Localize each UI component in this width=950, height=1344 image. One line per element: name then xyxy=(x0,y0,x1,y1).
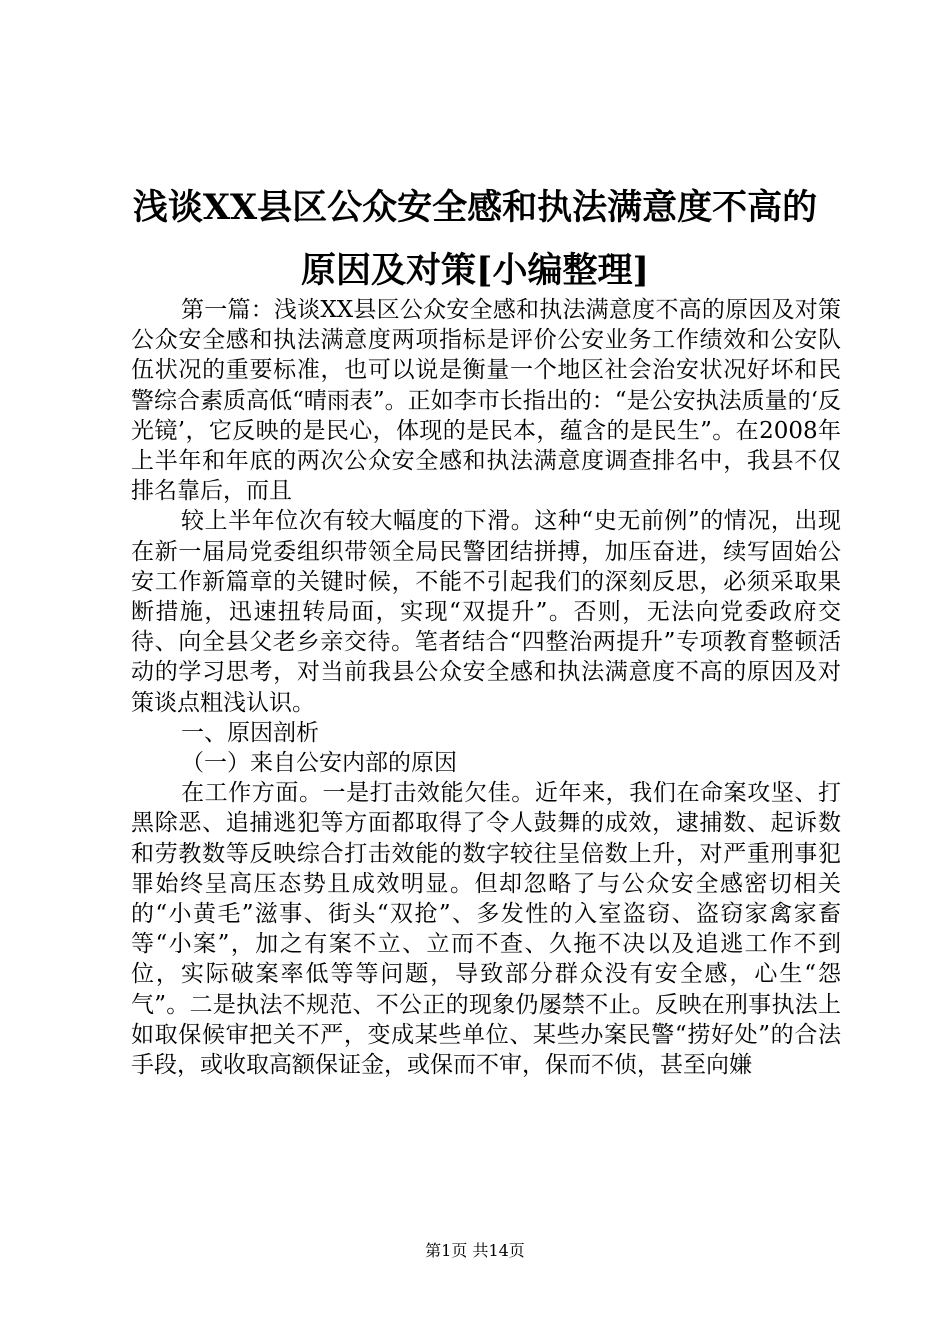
document-title-line-2: 原因及对策[小编整理] xyxy=(300,250,650,291)
paragraph-work-aspects: 在工作方面。一是打击效能欠佳。近年来，我们在命案攻坚、打黑除恶、追捕逃犯等方面都取得了令人鼓舞的成效，逮捕数、起诉数和劳教数等反映综合打击效能的数字较往呈倍数上升，对严重刑事犯罪始终呈高压态势且成效明显。但却忽略了与公众安全感密切相关的“小黄毛”滋事、街头“双抢”、多发性的入室盗窃、盗窃家禽家畜等“小案”，加之有案不立、立而不查、久拖不决以及追逃工作不到位，实际破案率低等等问题，导致部分群众没有安全感，心生“怨气”。二是执法不规范、不公正的现象仍屡禁不止。反映在刑事执法上如取保候审把关不严，变成某些单位、某些办案民警“捞好处”的合法手段，或收取高额保证金，或保而不审，保而不侦，甚至向嫌 xyxy=(131,780,841,1079)
section-heading-causes: 一、原因剖析 xyxy=(181,719,319,746)
paragraph-intro: 第一篇：浅谈XX县区公众安全感和执法满意度不高的原因及对策公众安全感和执法满意度两项指标是评价公安业务工作绩效和公安队伍状况的重要标准，也可以说是衡量一个地区社会治安状况好坏和民警综合素质高低“晴雨表”。正如李市长指出的：“是公安执法质量的‘反光镜’，它反映的是民心，体现的是民本，蕴含的是民生”。在2008年上半年和年底的两次公众安全感和执法满意度调查排名中，我县不仅排名靠后，而且 xyxy=(131,297,841,505)
document-title-line-1: 浅谈XX县区公众安全感和执法满意度不高的 xyxy=(132,187,818,228)
page-number-footer: 第1页 共14页 xyxy=(425,1241,525,1260)
paragraph-reflection: 较上半年位次有较大幅度的下滑。这种“史无前例”的情况，出现在新一届局党委组织带领全局民警团结拼搏，加压奋进，续写固始公安工作新篇章的关键时候，不能不引起我们的深刻反思，必须采取果断措施，迅速扭转局面，实现“双提升”。否则，无法向党委政府交待、向全县父老乡亲交待。笔者结合“四整治两提升”专项教育整顿活动的学习思考，对当前我县公众安全感和执法满意度不高的原因及对策谈点粗浅认识。 xyxy=(131,508,841,716)
subsection-heading-internal: （一）来自公安内部的原因 xyxy=(181,750,457,777)
document-body xyxy=(131,295,841,1080)
